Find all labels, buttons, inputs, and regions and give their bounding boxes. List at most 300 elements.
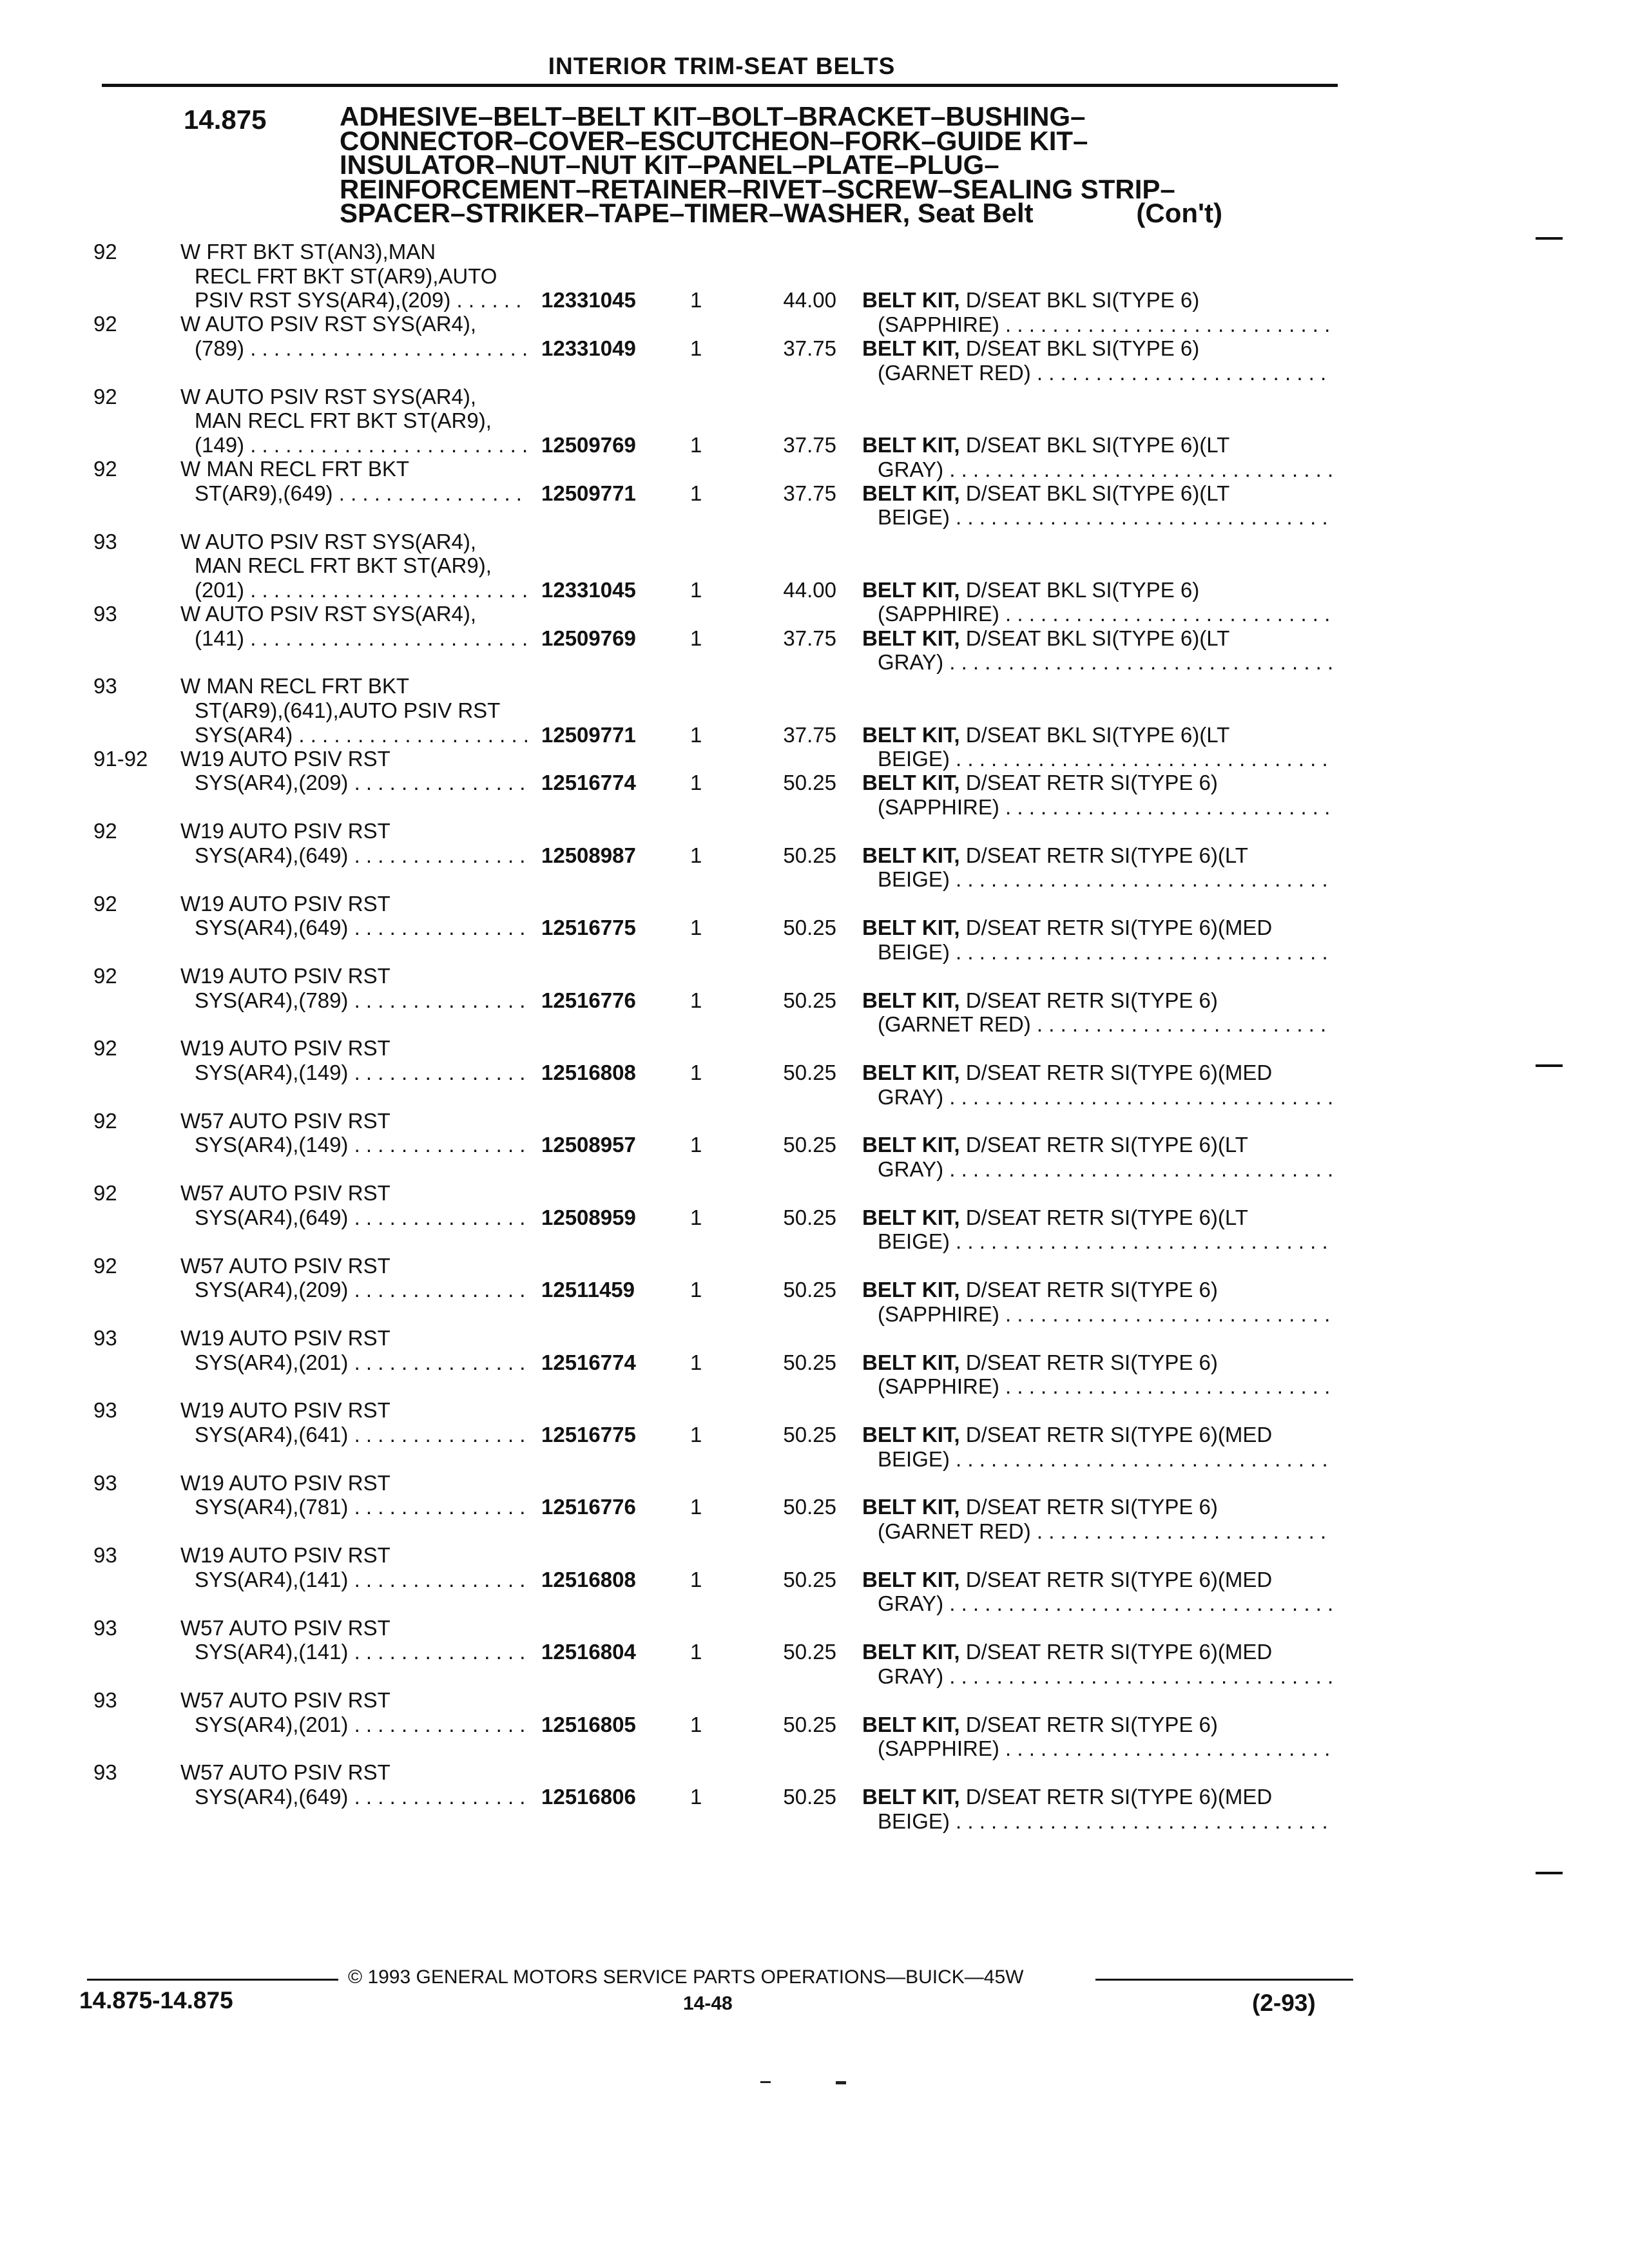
part-name [862,1785,1272,1809]
part-name [862,481,1229,506]
usage-text: SYS(AR4) [195,722,293,747]
dot-leader [999,1302,1334,1326]
part-name-detail: D/SEAT RETR SI(TYPE 6) [959,771,1218,795]
usage-description [180,1543,528,1591]
part-name [862,1640,1272,1664]
usage-line [180,1133,528,1157]
part-name [862,723,1229,747]
part-name-bold: BELT KIT, [862,1784,960,1809]
usage-line [180,723,528,747]
quantity: 1 [690,1712,702,1736]
part-name [862,1495,1218,1519]
parts-list-entry [0,964,1629,1038]
dot-leader [450,288,528,312]
usage-description [180,747,528,795]
usage-line [180,578,528,602]
part-name-bold: BELT KIT, [862,771,960,795]
part-name-detail: D/SEAT RETR SI(TYPE 6)(MED [959,1567,1273,1591]
dot-leader [950,867,1334,891]
usage-description [180,892,528,940]
parts-list-entry [0,1109,1629,1183]
price: 50.25 [783,771,836,795]
quantity: 1 [690,626,702,650]
usage-text: (789) [195,336,245,360]
part-name-bold: BELT KIT, [862,432,960,457]
part-number: 12516804 [541,1640,636,1664]
part-name-detail: D/SEAT BKL SI(TYPE 6) [959,288,1200,312]
part-name-bold: BELT KIT, [862,722,960,747]
usage-description [180,1688,528,1736]
part-name-continuation: GRAY) [878,1664,944,1688]
part-number: 12508959 [541,1205,636,1229]
usage-line [180,1350,528,1375]
usage-line [180,1423,528,1447]
part-name-continuation: BEIGE) [878,1446,950,1471]
price: 50.25 [783,1060,836,1084]
part-name-continuation: GRAY) [878,1591,944,1616]
usage-description [180,1254,528,1302]
part-name-line2 [878,650,1334,675]
usage-text: RECL FRT BKT ST(AR9),AUTO [195,264,497,288]
parts-list-entry [0,1036,1629,1110]
quantity: 1 [690,1422,702,1446]
part-name-continuation: (SAPPHIRE) [878,312,999,336]
usage-line [180,1568,528,1592]
usage-text: SYS(AR4),(201) [195,1712,349,1736]
part-name-continuation: (GARNET RED) [878,1519,1031,1543]
usage-text: W57 AUTO PSIV RST [180,1108,390,1133]
usage-text: SYS(AR4),(789) [195,988,349,1012]
dot-leader [348,771,528,794]
usage-description [180,1616,528,1664]
price: 50.25 [783,1640,836,1664]
part-name-bold: BELT KIT, [862,1350,960,1374]
dot-leader [348,1640,528,1664]
price: 37.75 [783,336,836,360]
part-name [862,433,1229,457]
quantity: 1 [690,1567,702,1591]
part-name-bold: BELT KIT, [862,336,960,360]
part-name-detail: D/SEAT BKL SI(TYPE 6)(LT [959,722,1230,747]
part-name [862,1568,1272,1592]
part-name-detail: D/SEAT BKL SI(TYPE 6)(LT [959,481,1230,505]
dot-leader [950,505,1334,529]
part-name-detail: D/SEAT RETR SI(TYPE 6)(LT [959,843,1248,867]
part-number: 12516775 [541,916,636,940]
dot-leader [943,1664,1334,1688]
model-year: 92 [93,1253,117,1278]
part-name-detail: D/SEAT RETR SI(TYPE 6)(MED [959,916,1273,940]
usage-line [180,1760,528,1785]
part-number: 12331045 [541,577,636,602]
part-name-detail: D/SEAT RETR SI(TYPE 6) [959,988,1218,1012]
usage-text: W19 AUTO PSIV RST [180,1470,390,1495]
dot-leader [348,988,528,1012]
usage-description [180,674,528,747]
dot-leader [999,1374,1334,1398]
quantity: 1 [690,577,702,602]
usage-text: W AUTO PSIV RST SYS(AR4), [180,602,477,626]
dot-leader [1031,1519,1334,1543]
part-name [862,1061,1272,1085]
part-name [862,1713,1218,1737]
part-name-continuation: (SAPPHIRE) [878,1374,999,1399]
price: 50.25 [783,916,836,940]
quantity: 1 [690,432,702,457]
part-name-continuation: GRAY) [878,1084,944,1109]
parts-list-entry [0,1181,1629,1255]
part-name-bold: BELT KIT, [862,1133,960,1157]
part-number: 12516775 [541,1422,636,1446]
part-name-detail: D/SEAT RETR SI(TYPE 6)(MED [959,1060,1273,1084]
dot-leader [943,1157,1334,1181]
section-title-line: REINFORCEMENT–RETAINER–RIVET–SCREW–SEALING STRIP– [340,173,1175,204]
quantity: 1 [690,1133,702,1157]
usage-text: W57 AUTO PSIV RST [180,1760,390,1785]
part-name-bold: BELT KIT, [862,988,960,1012]
part-name-bold: BELT KIT, [862,626,960,650]
usage-line [180,457,528,481]
price: 44.00 [783,577,836,602]
scan-speck [760,2081,771,2083]
quantity: 1 [690,843,702,867]
quantity: 1 [690,771,702,795]
parts-list-entry [0,1616,1629,1690]
margin-mark [1536,1872,1563,1874]
price: 50.25 [783,843,836,867]
dot-leader [348,1061,528,1084]
usage-line [180,408,528,433]
part-name-detail: D/SEAT RETR SI(TYPE 6)(MED [959,1784,1273,1809]
part-name-line2 [878,1591,1334,1616]
quantity: 1 [690,1205,702,1229]
price: 50.25 [783,1712,836,1736]
part-name-continuation: BEIGE) [878,867,950,892]
usage-line [180,264,528,289]
dot-leader [943,1591,1334,1615]
part-name-continuation: BEIGE) [878,505,950,530]
usage-text: W AUTO PSIV RST SYS(AR4), [180,529,477,553]
part-name-continuation: BEIGE) [878,1809,950,1833]
model-year: 92 [93,964,117,988]
quantity: 1 [690,1640,702,1664]
model-year: 93 [93,1470,117,1495]
usage-text: W19 AUTO PSIV RST [180,1543,390,1568]
part-name [862,578,1199,602]
dot-leader [293,723,528,747]
part-name-bold: BELT KIT, [862,1495,960,1519]
part-name-line2 [878,1229,1334,1254]
usage-line [180,1181,528,1206]
usage-line [180,771,528,795]
model-year: 92 [93,312,117,336]
section-title [340,101,1306,229]
model-year: 92 [93,1108,117,1133]
parts-list-entry [0,1688,1629,1762]
part-name [862,288,1199,312]
usage-text: SYS(AR4),(149) [195,1060,349,1084]
dot-leader [333,481,528,505]
usage-line [180,336,528,361]
usage-text: MAN RECL FRT BKT ST(AR9), [195,408,492,433]
quantity: 1 [690,1350,702,1374]
usage-line [180,288,528,312]
usage-text: SYS(AR4),(141) [195,1567,349,1591]
dot-leader [1031,361,1334,385]
part-name-line2 [878,505,1334,530]
part-name-bold: BELT KIT, [862,1422,960,1446]
part-name-line2 [878,1447,1334,1472]
part-name-bold: BELT KIT, [862,1640,960,1664]
usage-line [180,626,528,651]
part-name-line2 [878,940,1334,965]
part-number: 12509771 [541,481,636,505]
part-number: 12511459 [541,1278,635,1302]
price: 50.25 [783,1495,836,1519]
price: 50.25 [783,1278,836,1302]
quantity: 1 [690,1784,702,1809]
usage-text: W19 AUTO PSIV RST [180,1398,390,1423]
part-name-continuation: BEIGE) [878,939,950,964]
continued-label: (Con't) [1136,198,1222,229]
part-name [862,626,1229,651]
header-rule [102,84,1338,87]
part-number: 12516774 [541,1350,636,1374]
part-name [862,1423,1272,1447]
section-title-line: INSULATOR–NUT–NUT KIT–PANEL–PLATE–PLUG– [340,149,999,180]
part-number: 12509769 [541,432,636,457]
model-year: 93 [93,1615,117,1640]
model-year: 91-92 [93,746,148,771]
price: 37.75 [783,432,836,457]
usage-line [180,1543,528,1568]
part-name [862,843,1248,868]
usage-text: W AUTO PSIV RST SYS(AR4), [180,384,477,408]
parts-list-entry [0,602,1629,676]
usage-text: W19 AUTO PSIV RST [180,746,390,771]
model-year: 93 [93,674,117,698]
price: 50.25 [783,1350,836,1374]
dot-leader [999,1736,1334,1760]
part-name-line2 [878,1157,1334,1182]
usage-description [180,1398,528,1446]
price: 50.25 [783,1784,836,1809]
usage-line [180,1326,528,1350]
usage-text: SYS(AR4),(649) [195,1784,349,1809]
dot-leader [244,626,528,650]
section-title-line: ADHESIVE–BELT–BELT KIT–BOLT–BRACKET–BUSHING– [340,101,1086,131]
usage-description [180,312,528,360]
usage-line [180,1398,528,1423]
usage-line [180,312,528,336]
dot-leader [943,650,1334,674]
part-name [862,916,1272,940]
parts-list-entry [0,1398,1629,1472]
dot-leader [348,1133,528,1157]
usage-text: (201) [195,577,245,602]
model-year: 92 [93,240,117,264]
usage-line [180,481,528,506]
usage-description [180,457,528,505]
model-year: 92 [93,819,117,843]
model-year: 93 [93,602,117,626]
dot-leader [348,1713,528,1736]
usage-text: W19 AUTO PSIV RST [180,891,390,916]
dot-leader [348,1568,528,1591]
part-name-bold: BELT KIT, [862,1567,960,1591]
model-year: 92 [93,1036,117,1061]
section-number: 14.875 [184,104,267,135]
part-name-detail: D/SEAT BKL SI(TYPE 6)(LT [959,626,1230,650]
usage-line [180,843,528,868]
usage-line [180,602,528,626]
quantity: 1 [690,336,702,360]
dot-leader [348,1785,528,1809]
model-year: 93 [93,1688,117,1712]
usage-text: W57 AUTO PSIV RST [180,1688,390,1712]
usage-description [180,964,528,1012]
footer-copyright: © 1993 GENERAL MOTORS SERVICE PARTS OPERATIONS—BUICK—45W [348,1966,1024,1988]
part-name-continuation: BEIGE) [878,1229,950,1254]
price: 37.75 [783,626,836,650]
part-name-line2 [878,795,1334,820]
section-title-line: CONNECTOR–COVER–ESCUTCHEON–FORK–GUIDE KIT– [340,125,1088,156]
usage-line [180,916,528,940]
part-name [862,1206,1248,1230]
model-year: 92 [93,384,117,408]
usage-line [180,1640,528,1664]
part-name-bold: BELT KIT, [862,1712,960,1736]
usage-line [180,1109,528,1133]
parts-list-entry [0,1760,1629,1834]
usage-text: W19 AUTO PSIV RST [180,819,390,843]
part-number: 12331049 [541,336,636,360]
part-name-detail: D/SEAT RETR SI(TYPE 6) [959,1495,1218,1519]
price: 44.00 [783,288,836,312]
usage-text: W19 AUTO PSIV RST [180,964,390,988]
part-name-detail: D/SEAT RETR SI(TYPE 6) [959,1350,1218,1374]
footer-rule-right [1095,1979,1353,1981]
usage-line [180,988,528,1013]
model-year: 92 [93,457,117,481]
usage-line [180,1785,528,1809]
page-header-title: INTERIOR TRIM-SEAT BELTS [548,53,896,79]
quantity: 1 [690,1060,702,1084]
usage-text: ST(AR9),(641),AUTO PSIV RST [195,698,501,722]
usage-line [180,553,528,578]
usage-text: W AUTO PSIV RST SYS(AR4), [180,312,477,336]
parts-list-entry [0,892,1629,966]
part-name [862,988,1218,1013]
usage-line [180,1713,528,1737]
usage-line [180,530,528,554]
usage-text: (149) [195,432,245,457]
dot-leader [950,1229,1334,1253]
part-number: 12516808 [541,1567,636,1591]
part-name-detail: D/SEAT RETR SI(TYPE 6)(MED [959,1640,1273,1664]
part-name-bold: BELT KIT, [862,1060,960,1084]
usage-line [180,1036,528,1061]
dot-leader [348,1350,528,1374]
dot-leader [950,1809,1334,1833]
usage-text: SYS(AR4),(201) [195,1350,349,1374]
parts-list-entry [0,457,1629,531]
part-name-line2 [878,1374,1334,1399]
usage-line [180,1278,528,1302]
dot-leader [943,1085,1334,1109]
parts-list-entry [0,1471,1629,1545]
usage-text: W57 AUTO PSIV RST [180,1253,390,1278]
parts-list-entry [0,1254,1629,1328]
usage-text: MAN RECL FRT BKT ST(AR9), [195,553,492,578]
part-name-continuation: (SAPPHIRE) [878,602,999,626]
usage-text: W FRT BKT ST(AN3),MAN [180,240,436,264]
part-name-continuation: BEIGE) [878,747,950,771]
part-name-continuation: (GARNET RED) [878,360,1031,385]
part-name-continuation: GRAY) [878,1157,944,1181]
usage-text: SYS(AR4),(149) [195,1133,349,1157]
part-name-detail: D/SEAT BKL SI(TYPE 6) [959,336,1200,360]
dot-leader [1031,1012,1334,1036]
price: 50.25 [783,988,836,1012]
part-number: 12516776 [541,1495,636,1519]
dot-leader [348,843,528,867]
part-name-bold: BELT KIT, [862,916,960,940]
usage-description [180,1036,528,1084]
dot-leader [999,795,1334,819]
part-name-bold: BELT KIT, [862,843,960,867]
part-number: 12509769 [541,626,636,650]
usage-description [180,1326,528,1374]
part-number: 12508987 [541,843,636,867]
quantity: 1 [690,722,702,747]
parts-list-entry [0,1543,1629,1617]
dot-leader [244,433,528,457]
dot-leader [244,336,528,360]
part-name-detail: D/SEAT BKL SI(TYPE 6)(LT [959,432,1230,457]
part-name-line2 [878,1085,1334,1110]
part-name-detail: D/SEAT RETR SI(TYPE 6)(MED [959,1422,1273,1446]
part-number: 12331045 [541,288,636,312]
part-number: 12508957 [541,1133,636,1157]
dot-leader [244,578,528,602]
model-year: 93 [93,529,117,553]
usage-description [180,530,528,602]
part-name [862,1278,1218,1302]
dot-leader [950,940,1334,964]
price: 50.25 [783,1205,836,1229]
part-name [862,1350,1218,1375]
footer-date-code: (2-93) [1252,1990,1316,2016]
margin-mark [1536,237,1563,240]
part-name-bold: BELT KIT, [862,1278,960,1302]
usage-line [180,1206,528,1230]
scan-speck [836,2081,846,2084]
parts-list-entry [0,1326,1629,1400]
model-year: 92 [93,1181,117,1206]
usage-line [180,1688,528,1713]
quantity: 1 [690,1495,702,1519]
dot-leader [348,916,528,939]
quantity: 1 [690,1278,702,1302]
usage-line [180,385,528,409]
part-number: 12516805 [541,1712,636,1736]
part-name-continuation: (SAPPHIRE) [878,1302,999,1326]
usage-description [180,1181,528,1229]
part-name-continuation: GRAY) [878,457,944,481]
usage-line [180,674,528,698]
usage-line [180,892,528,916]
